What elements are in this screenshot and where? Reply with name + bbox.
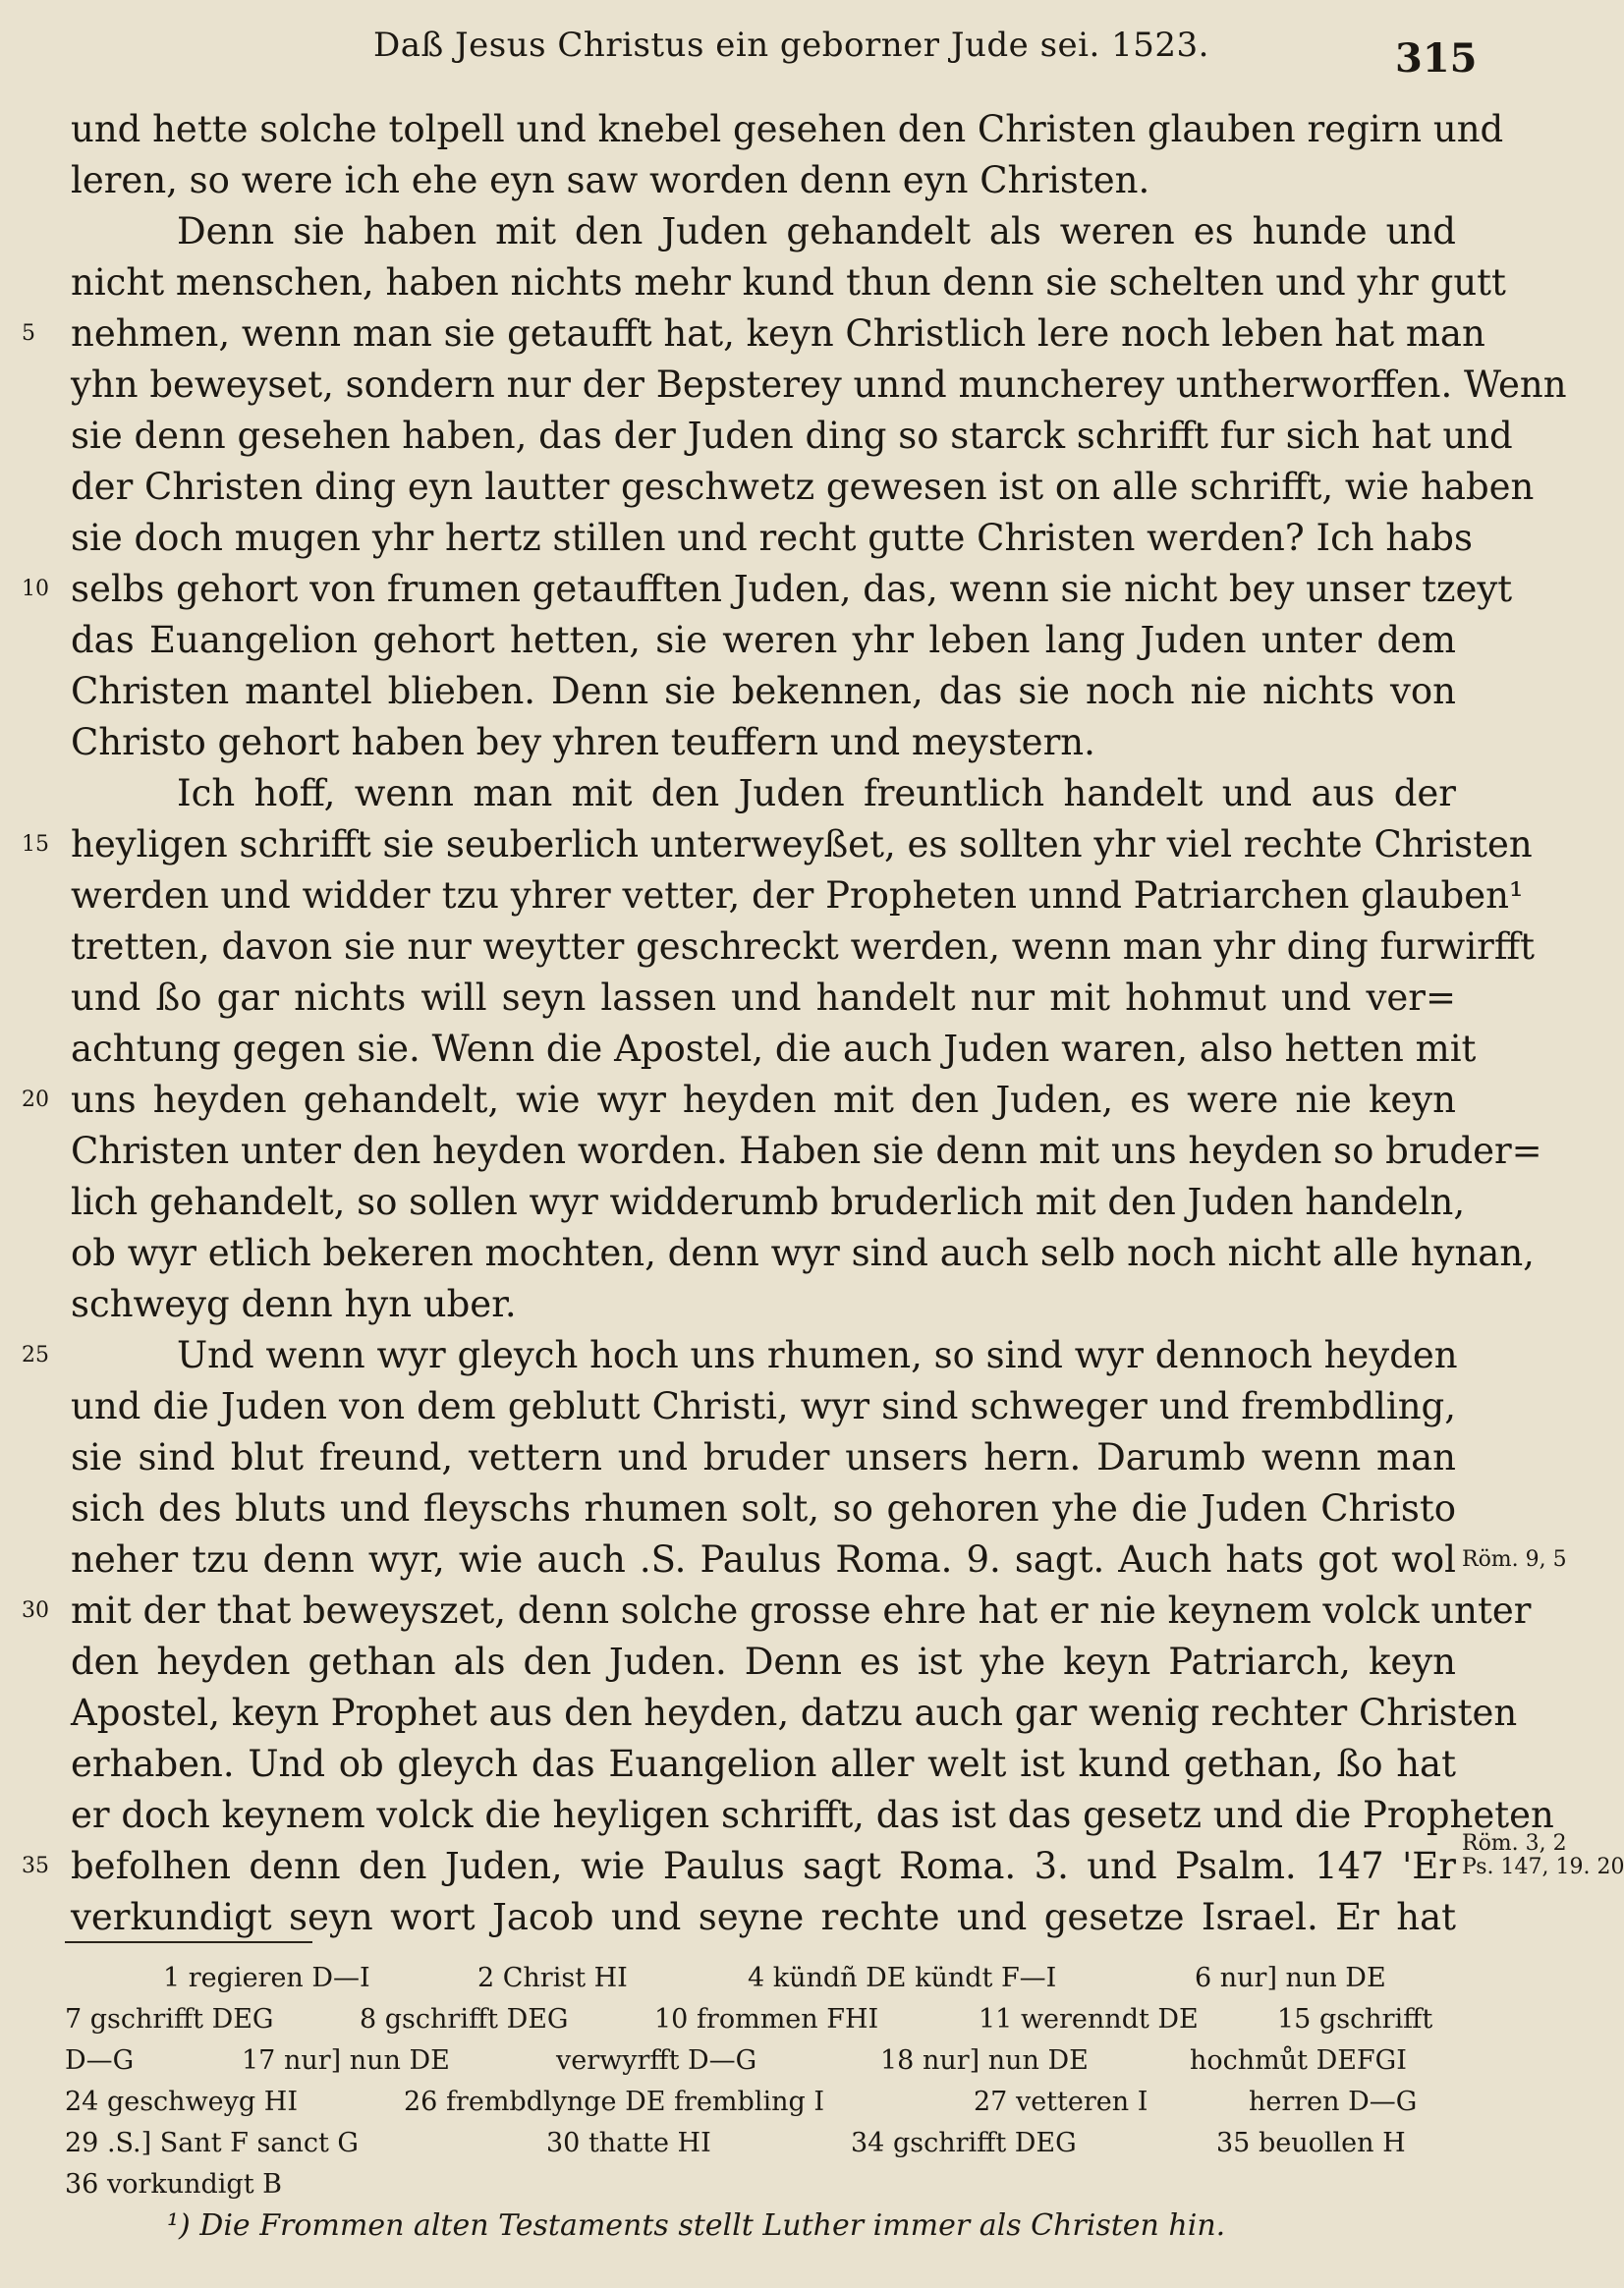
- text-line: Denn sie haben mit den Juden gehandelt als weren es hunde und: [177, 210, 1456, 252]
- text-line: den heyden gethan als den Juden. Denn es ist yhe keyn Patriarch, keyn: [71, 1641, 1456, 1683]
- text-line: sich des bluts und fleyschs rhumen solt, so gehoren yhe die Juden Christo: [71, 1487, 1456, 1530]
- apparatus-entry: D—G: [65, 2045, 135, 2076]
- apparatus-entry: verwyrfft D—G: [556, 2045, 757, 2076]
- apparatus-entry: 26 frembdlynge DE frembling I: [404, 2087, 825, 2117]
- text-line: heyligen schrifft sie seuberlich unterweyßet, es sollten yhr viel rechte Christen: [71, 823, 1533, 865]
- text-line: sie doch mugen yhr hertz stillen und recht gutte Christen werden? Ich habs: [71, 517, 1473, 559]
- apparatus-entry: 2 Christ HI: [477, 1963, 628, 1993]
- text-line: befolhen denn den Juden, wie Paulus sagt Roma. 3. und Psalm. 147 'Er: [71, 1845, 1456, 1887]
- apparatus-entry: 11 werenndt DE: [979, 2004, 1199, 2035]
- text-line: tretten, davon sie nur weytter geschreckt werden, wenn man yhr ding furwirfft: [71, 925, 1536, 968]
- text-line: und hette solche tolpell und knebel gesehen den Christen glauben regirn und: [71, 108, 1504, 150]
- text-line: werden und widder tzu yhrer vetter, der Propheten unnd Patriarchen glauben¹: [71, 874, 1524, 917]
- text-line: schweyg denn hyn uber.: [71, 1283, 517, 1325]
- text-line: sie denn gesehen haben, das der Juden ding so starck schrifft fur sich hat und: [71, 415, 1513, 457]
- text-line: achtung gegen sie. Wenn die Apostel, die auch Juden waren, also hetten mit: [71, 1028, 1477, 1070]
- text-line: Ich hoff, wenn man mit den Juden freuntlich handelt und aus der: [177, 772, 1456, 814]
- apparatus-entry: 35 beuollen H: [1216, 2128, 1406, 2158]
- apparatus-entry: 24 geschweyg HI: [65, 2087, 298, 2117]
- margin-ref: Röm. 3, 2: [1462, 1831, 1567, 1856]
- apparatus-entry: herren D—G: [1249, 2087, 1418, 2117]
- text-line: nicht menschen, haben nichts mehr kund thun denn sie schelten und yhr gutt: [71, 261, 1506, 304]
- apparatus-entry: 10 frommen FHI: [654, 2004, 879, 2035]
- text-line: Christen unter den heyden worden. Haben sie denn mit uns heyden so bruder=: [71, 1130, 1542, 1172]
- text-line: Christen mantel blieben. Denn sie bekennen, das sie noch nie nichts von: [71, 670, 1456, 712]
- line-number: 25: [22, 1343, 49, 1367]
- apparatus-entry: 1 regieren D—I: [163, 1963, 370, 1993]
- margin-ref: Ps. 147, 19. 20: [1462, 1855, 1624, 1879]
- text-line: der Christen ding eyn lautter geschwetz gewesen ist on alle schrifft, wie haben: [71, 466, 1535, 508]
- apparatus-entry: 4 kündñ DE kündt F—I: [748, 1963, 1057, 1993]
- apparatus-entry: hochmůt DEFGI: [1190, 2045, 1407, 2076]
- text-line: und die Juden von dem geblutt Christi, wyr sind schweger und frembdling,: [71, 1385, 1456, 1427]
- margin-ref: Röm. 9, 5: [1462, 1547, 1567, 1572]
- text-line: er doch keynem volck die heyligen schrifft, das ist das gesetz und die Propheten: [71, 1794, 1554, 1836]
- text-line: erhaben. Und ob gleych das Euangelion aller welt ist kund gethan, ßo hat: [71, 1743, 1456, 1785]
- line-number: 5: [22, 321, 35, 346]
- text-line: ob wyr etlich bekeren mochten, denn wyr sind auch selb noch nicht alle hynan,: [71, 1232, 1535, 1274]
- text-line: selbs gehort von frumen getaufften Juden, das, wenn sie nicht bey unser tzeyt: [71, 568, 1513, 610]
- text-line: mit der that beweyszet, denn solche grosse ehre hat er nie keynem volck unter: [71, 1590, 1532, 1632]
- apparatus-entry: 30 thatte HI: [546, 2128, 711, 2158]
- running-head: [0, 18, 1604, 82]
- apparatus-entry: 8 gschrifft DEG: [360, 2004, 569, 2035]
- footnote: ¹) Die Frommen alten Testaments stellt Luther immer als Christen hin.: [167, 2208, 1226, 2243]
- apparatus-line: [65, 2124, 1450, 2163]
- apparatus-line: [65, 2165, 1450, 2204]
- text-line: sie sind blut freund, vettern und bruder unsers hern. Darumb wenn man: [71, 1436, 1456, 1479]
- text-line: Christo gehort haben bey yhren teuffern und meystern.: [71, 721, 1095, 763]
- running-title: Daß Jesus Christus ein geborner Jude sei. 1523.: [373, 26, 1209, 65]
- apparatus-entry: 7 gschrifft DEG: [65, 2004, 274, 2035]
- apparatus-entry: 17 nur] nun DE: [242, 2045, 450, 2076]
- text-line: nehmen, wenn man sie getaufft hat, keyn Christlich lere noch leben hat man: [71, 312, 1485, 355]
- apparatus-line: [65, 2000, 1450, 2039]
- apparatus-line: [65, 1959, 1450, 1998]
- text-line: lich gehandelt, so sollen wyr widderumb bruderlich mit den Juden handeln,: [71, 1181, 1466, 1223]
- line-number: 30: [22, 1598, 49, 1623]
- text-line: uns heyden gehandelt, wie wyr heyden mit den Juden, es were nie keyn: [71, 1079, 1456, 1121]
- text-line: Apostel, keyn Prophet aus den heyden, datzu auch gar wenig rechter Christen: [71, 1692, 1518, 1734]
- text-line: verkundigt seyn wort Jacob und seyne rechte und gesetze Israel. Er hat: [71, 1896, 1456, 1938]
- apparatus-entry: 34 gschrifft DEG: [851, 2128, 1077, 2158]
- text-line: und ßo gar nichts will seyn lassen und handelt nur mit hohmut und ver=: [71, 977, 1456, 1019]
- apparatus-entry: 29 .S.] Sant F sanct G: [65, 2128, 359, 2158]
- apparatus-entry: 36 vorkundigt B: [65, 2169, 282, 2200]
- text-line: yhn beweyset, sondern nur der Bepsterey unnd muncherey untherworffen. Wenn: [71, 363, 1567, 406]
- text-line: Und wenn wyr gleych hoch uns rhumen, so sind wyr dennoch heyden: [177, 1334, 1458, 1376]
- line-number: 20: [22, 1088, 49, 1112]
- apparatus-line: [65, 2083, 1450, 2122]
- text-line: neher tzu denn wyr, wie auch .S. Paulus Roma. 9. sagt. Auch hats got wol: [71, 1538, 1456, 1581]
- apparatus-entry: 27 vetteren I: [974, 2087, 1148, 2117]
- apparatus-entry: 18 nur] nun DE: [880, 2045, 1089, 2076]
- apparatus-entry: 15 gschrifft: [1277, 2004, 1433, 2035]
- page-number: 315: [1395, 35, 1478, 82]
- apparatus-line: [65, 2041, 1450, 2081]
- line-number: 10: [22, 577, 49, 601]
- footnote-rule: [65, 1941, 312, 1943]
- line-number: 35: [22, 1854, 49, 1878]
- apparatus-entry: 6 nur] nun DE: [1195, 1963, 1386, 1993]
- line-number: 15: [22, 832, 49, 857]
- text-line: das Euangelion gehort hetten, sie weren yhr leben lang Juden unter dem: [71, 619, 1456, 661]
- text-line: leren, so were ich ehe eyn saw worden denn eyn Christen.: [71, 159, 1150, 201]
